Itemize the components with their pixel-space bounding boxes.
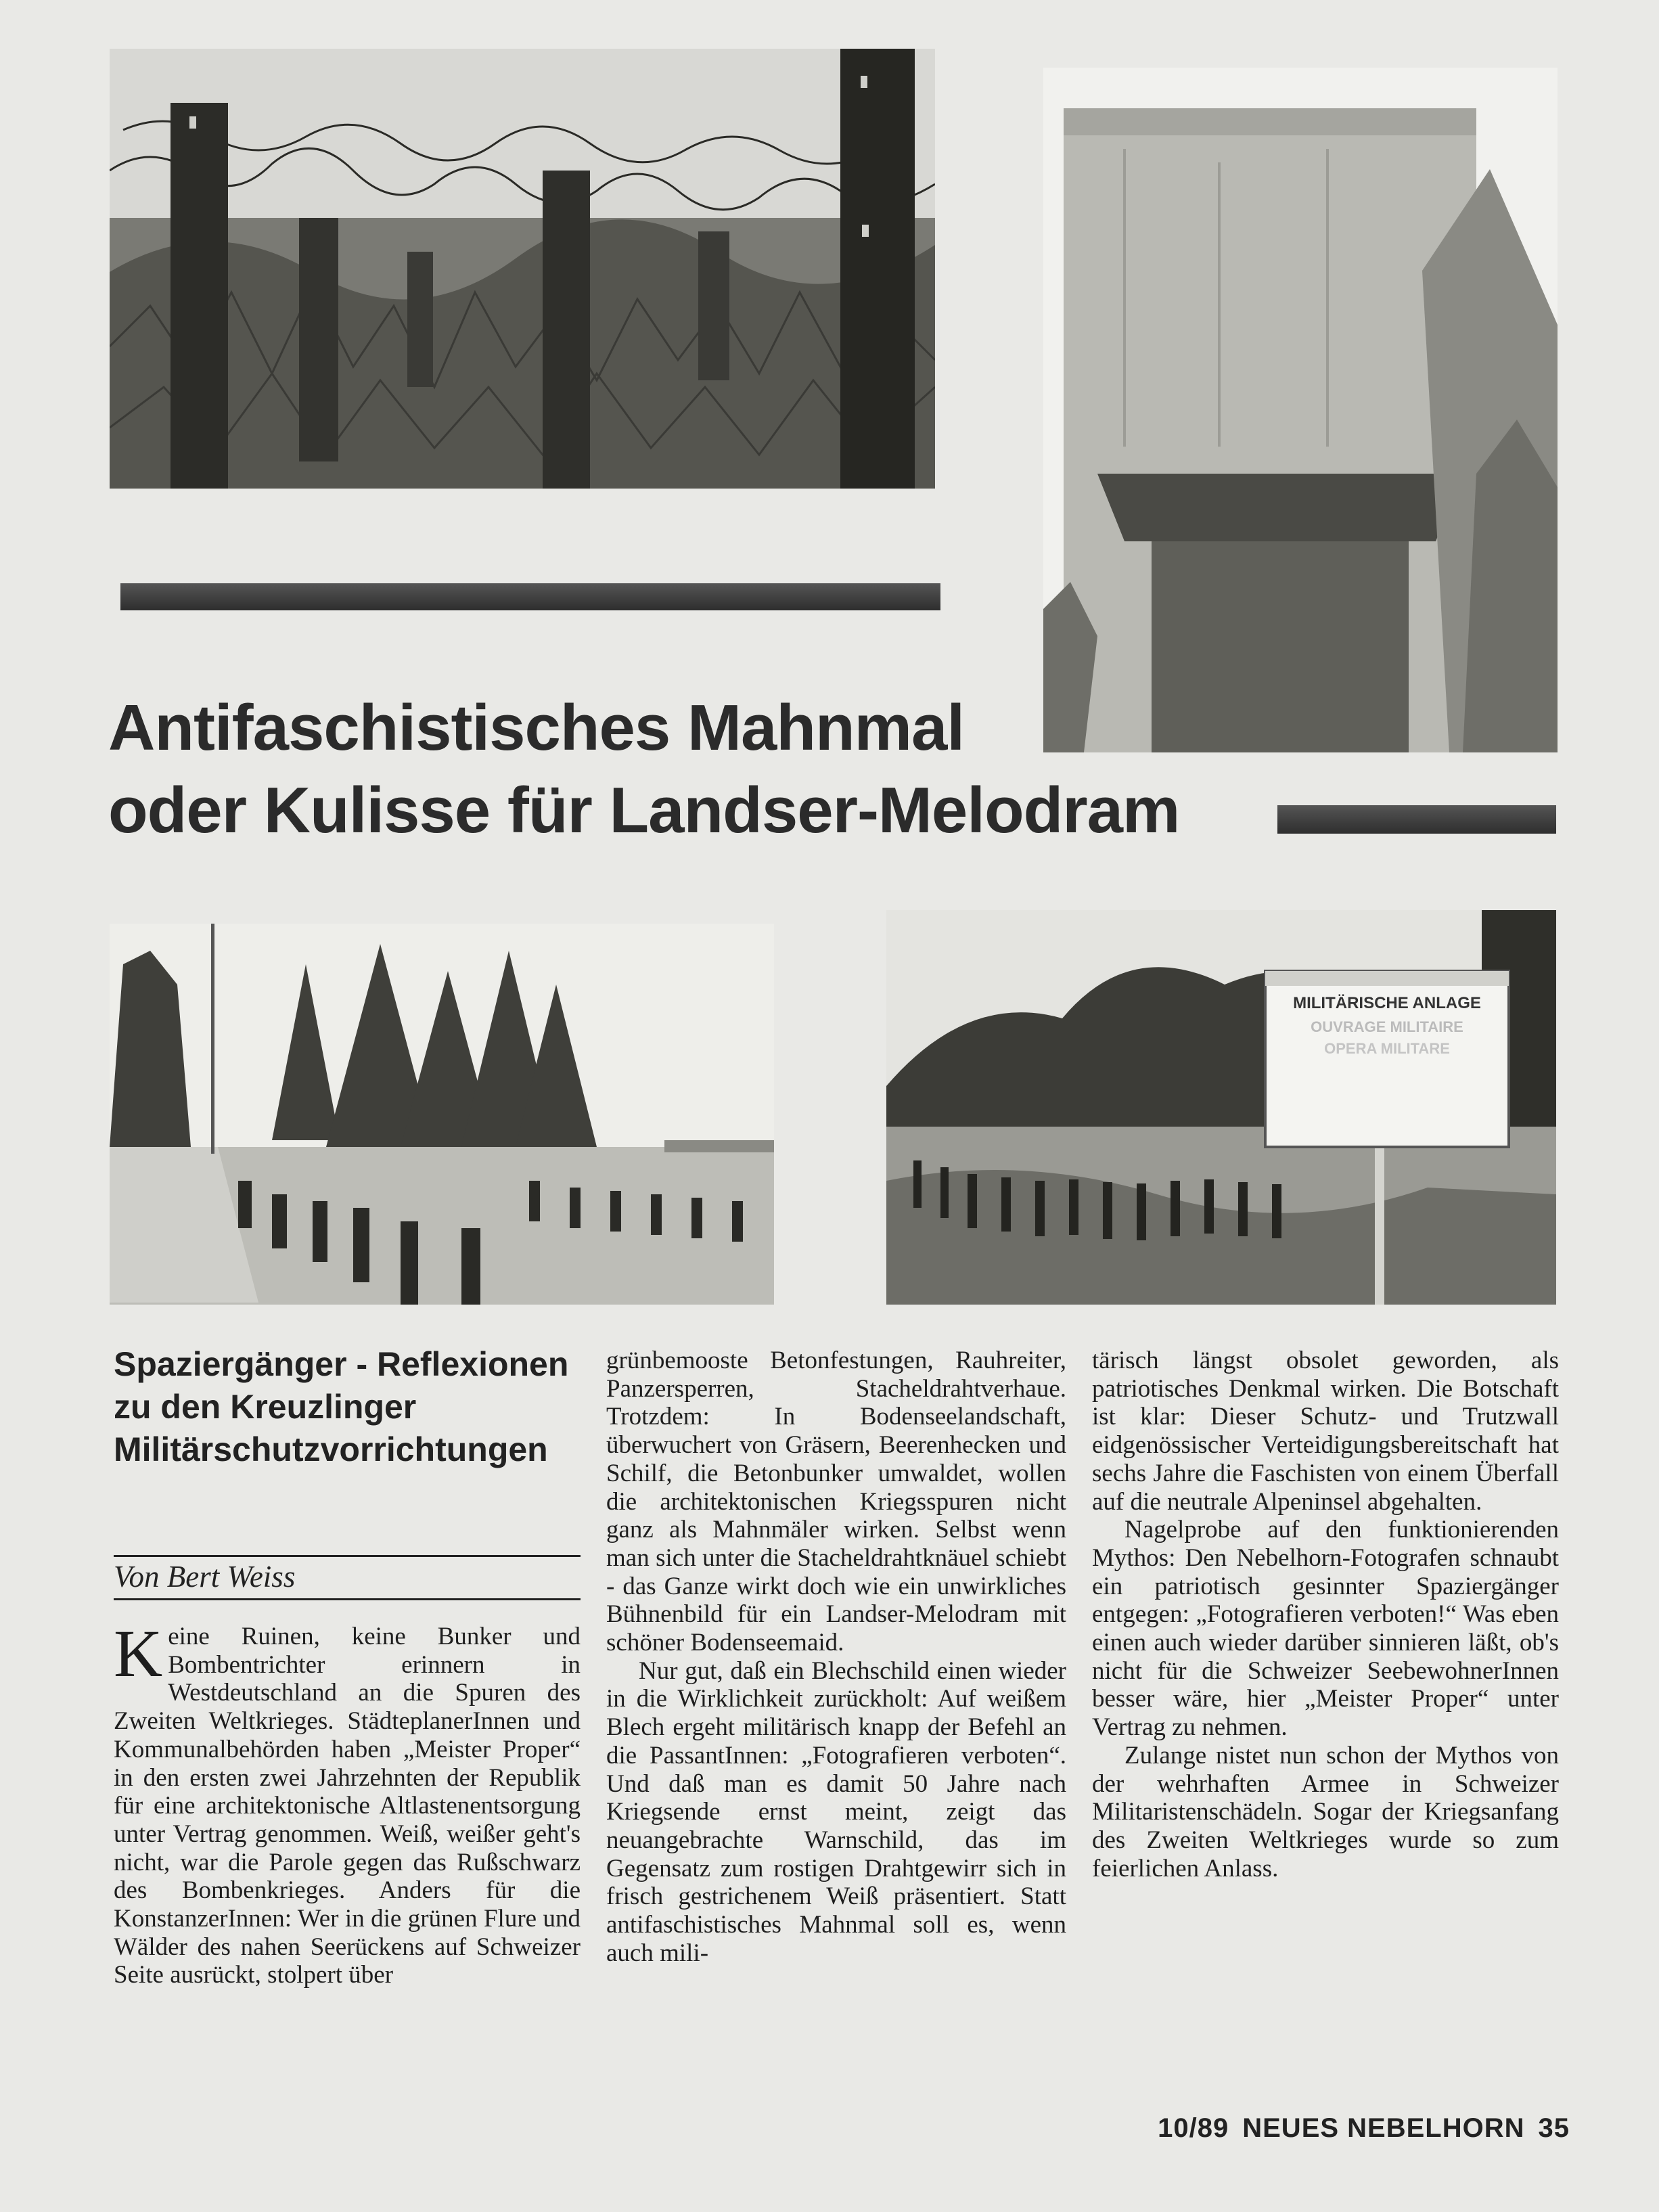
page-number: 35 — [1538, 2113, 1570, 2143]
decorative-bar-top — [120, 583, 940, 610]
photo-warning-sign — [886, 910, 1556, 1305]
paragraph: Nur gut, daß ein Blechschild einen wieder in die Wirklichkeit zurückholt: Auf weißem Blech ergeht militärisch knapp der Befehl an die PassantInnen: „Fotografieren verboten“. Und daß man es damit 50 Jahre nach Kriegsende ernst meint, zeigt das neuangebrachte Warnschild, das im Gegensatz zum rostigen Drahtgewirr sich in frisch gestrichenem Weiß präsentiert. Statt antifaschistisches Mahnmal soll es, wenn auch mili- — [606, 1656, 1066, 1967]
subheadline: Spaziergänger - Reflexionen zu den Kreuzlinger Militärschutzvorrichtungen — [114, 1345, 569, 1468]
paragraph: grünbemooste Betonfestungen, Rauhreiter, Panzersperren, Stacheldrahtverhaue. Trotzdem: In Bodenseelandschaft, überwuchert von Gräsern, Beerenhecken und Schilf, die Betonbunker umwaldet, wollen die architektonischen Kriegsspuren nicht ganz als Mahnmäler wirken. Selbst wenn man sich unter die Stacheldrahtknäuel schiebt - das Ganze wirkt doch wie ein unwirkliches Bühnenbild für ein Landser-Melodram mit schöner Bodenseemaid. — [606, 1347, 1066, 1657]
text-column-2 — [606, 1347, 1066, 1967]
byline-rule-bottom — [114, 1598, 581, 1600]
paragraph — [114, 1616, 581, 1989]
issue-number: 10/89 — [1158, 2113, 1229, 2143]
paragraph: Nagelprobe auf den funktionierenden Mythos: Den Nebelhorn-Fotografen schnaubt ein patriotisch gesinnter Spaziergänger entgegen: „Fotografieren verboten!“ Was eben einen auch wieder darüber sinnieren läßt, ob's nicht für die Schweizer SeebewohnerInnen besser wäre, hier „Meister Proper“ unter Vertrag zu nehmen. — [1092, 1516, 1559, 1742]
text-column-1 — [114, 1616, 581, 1989]
dropcap: K — [114, 1616, 163, 1691]
headline-line-1: Antifaschistisches Mahnmal — [108, 692, 965, 764]
decorative-bar-right — [1277, 805, 1556, 834]
headline — [108, 687, 1258, 852]
headline-line-2: oder Kulisse für Landser-Melodram — [108, 774, 1180, 847]
paragraph: Zulange nistet nun schon der Mythos von der wehrhaften Armee in Schweizer Militaristenschädeln. Sogar der Kriegsanfang des Zweiten Weltkrieges wurde so zum feierlichen Anlass. — [1092, 1741, 1559, 1882]
paragraph-text: eine Ruinen, keine Bunker und Bombentrichter erinnern in Westdeutschland an die Spuren des Zweiten Weltkrieges. StädteplanerInnen und Kommunalbehörden haben „Meister Proper“ in den ersten zwei Jahrzehnten der Republik für eine architektonische Altlastenentsorgung unter Vertrag genommen. Weiß, weißer geht's nicht, war die Parole gegen das Rußschwarz des Bombenkrieges. Anders für die KonstanzerInnen: Wer in die grünen Flure und Wälder des nahen Seerückens auf Schweizer Seite ausrückt, stolpert über — [114, 1623, 581, 1989]
text-column-3 — [1092, 1347, 1559, 1882]
sign-line-1: MILITÄRISCHE ANLAGE — [1293, 994, 1481, 1012]
sign-line-2: OUVRAGE MILITAIRE — [1311, 1018, 1463, 1035]
photo-bunker — [1043, 68, 1558, 752]
photo-barbed-wire — [110, 49, 935, 489]
byline: Von Bert Weiss — [114, 1560, 296, 1594]
page-footer — [1083, 2111, 1570, 2145]
paragraph: tärisch längst obsolet geworden, als patriotisches Denkmal wirken. Die Botschaft ist klar: Dieser Schutz- und Trutzwall eidgenössischer Verteidigungsbereitschaft hat sechs Jahre die Faschisten von einem Überfall auf die neutrale Alpeninsel abgehalten. — [1092, 1347, 1559, 1516]
magazine-name: NEUES NEBELHORN — [1242, 2113, 1525, 2143]
sign-line-3: OPERA MILITARE — [1324, 1040, 1450, 1057]
photo-tree-line — [110, 924, 774, 1305]
